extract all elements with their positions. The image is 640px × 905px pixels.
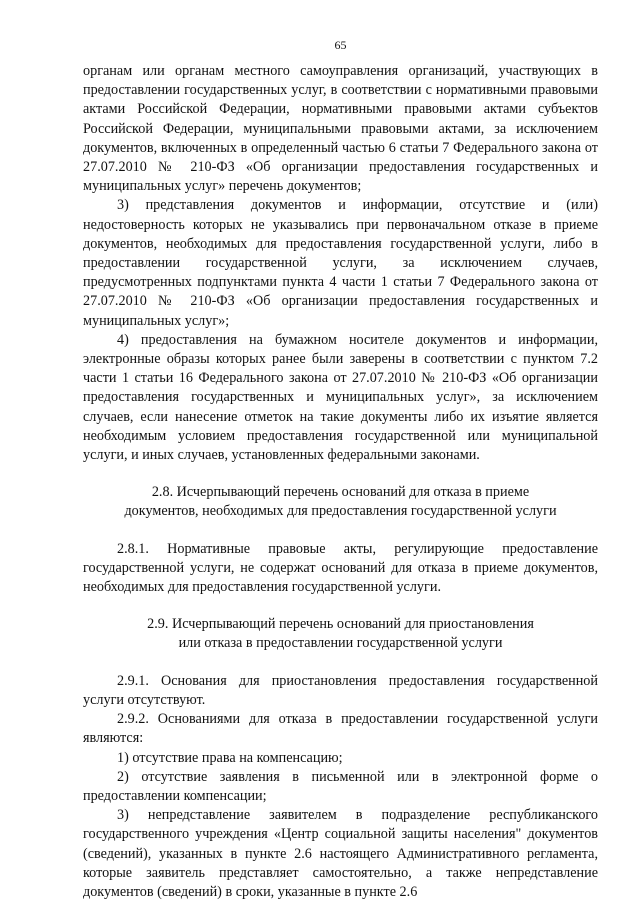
paragraph-continuation: органам или органам местного самоуправления организаций, участвующих в предоставлении государственных услуг, в соответствии с нормативными правовыми актами Российской Федерации, нормативными правовыми актами субъектов Российской Федерации, муниципальными правовыми актами, за исключением документов, включенных в определенный частью 6 статьи 7 Федерального закона от 27.07.2010 № 210-ФЗ «Об организации предоставления государственных и муниципальных услуг» перечень документов; (83, 63, 598, 195)
paragraph-item-3: 3) представления документов и информации, отсутствие и (или) недостоверность которых не указывались при первоначальном отказе в приеме документов, необходимых для предоставления государственной услуги, либо в предоставлении государственной услуги, за исключением случаев, предусмотренных подпунктами пункта 4 части 1 статьи 7 Федерального закона от 27.07.2010 № 210-ФЗ «Об организации предоставления государственных и муниципальных услуг»; (83, 197, 598, 329)
page-number: 65 (334, 38, 347, 52)
list-item-1: 1) отсутствие права на компенсацию; (117, 749, 343, 766)
section-heading-2-9-line2: или отказа в предоставлении государственной услуги (178, 635, 503, 652)
section-heading-2-9-line1: 2.9. Исчерпывающий перечень оснований для приостановления (147, 616, 534, 633)
paragraph-2-9-2: 2.9.2. Основаниями для отказа в предоставлении государственной услуги являются: (83, 711, 598, 747)
list-item-3: 3) непредставление заявителем в подразделение республиканского государственного учреждения «Центр социальной защиты населения" документов (сведений), указанных в пункте 2.6 настоящего Административного регламента, которые заявитель представляет самостоятельно, а также непредставление документов (сведений) в сроки, указанные в пункте 2.6 (83, 807, 598, 900)
section-heading-2-8-line2: документов, необходимых для предоставления государственной услуги (124, 503, 557, 520)
list-item-2: 2) отсутствие заявления в письменной или в электронной форме о предоставлении компенсации; (83, 768, 598, 804)
section-heading-2-8-line1: 2.8. Исчерпывающий перечень оснований для отказа в приеме (151, 484, 530, 501)
section-heading-2-9 (83, 615, 598, 653)
section-heading-2-8 (83, 483, 598, 521)
paragraph-item-4: 4) предоставления на бумажном носителе документов и информации, электронные образы которых ранее были заверены в соответствии с пунктом 7.2 части 1 статьи 16 Федерального закона от 27.07.2010 № 210-ФЗ «Об организации предоставления государственных и муниципальных услуг», за исключением случаев, если нанесение отметок на такие документы либо их изъятие является необходимым условием предоставления государственной или муниципальной услуги, и иных случаев, установленных федеральными законами. (83, 331, 598, 464)
paragraph-2-8-1: 2.8.1. Нормативные правовые акты, регулирующие предоставление государственной услуги, не содержат оснований для отказа в приеме документов, необходимых для предоставления государственной услуги. (83, 540, 598, 596)
paragraph-2-9-1: 2.9.1. Основания для приостановления предоставления государственной услуги отсутствуют. (83, 672, 598, 708)
